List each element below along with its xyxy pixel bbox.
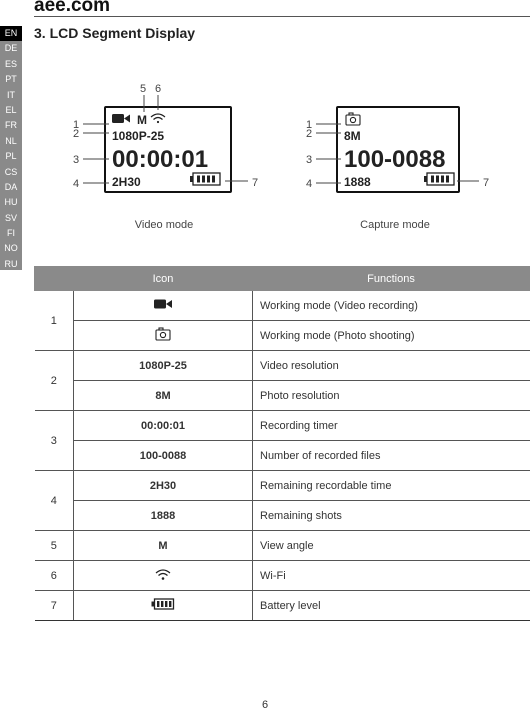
video-callout-1: 1 <box>73 119 80 131</box>
language-tab-da[interactable]: DA <box>4 181 18 192</box>
camera-icon <box>154 327 172 344</box>
language-tab-fi[interactable]: FI <box>7 228 15 239</box>
video-lcd-display <box>73 83 258 231</box>
language-tab-hu[interactable]: HU <box>4 197 18 208</box>
row-number-cell: 5 <box>35 531 74 561</box>
language-tab-no[interactable]: NO <box>4 243 18 254</box>
header-number-cell <box>35 267 74 291</box>
video-camera-icon <box>153 298 173 313</box>
function-cell: Working mode (Video recording) <box>253 291 530 321</box>
video-remaining-text: 2H30 <box>112 175 141 189</box>
table-row <box>35 351 530 381</box>
icon-text-cell: 00:00:01 <box>74 411 253 441</box>
table-row <box>35 291 530 321</box>
row-number-cell: 6 <box>35 561 74 591</box>
icon-text-cell: 1080P-25 <box>74 351 253 381</box>
function-cell: Battery level <box>253 591 530 621</box>
row-number-cell: 3 <box>35 411 74 471</box>
table-row <box>35 441 530 471</box>
icon-text-cell: 100-0088 <box>74 441 253 471</box>
icon-cell <box>74 321 253 351</box>
page-number: 6 <box>261 699 269 711</box>
language-tab-fr[interactable]: FR <box>5 120 17 131</box>
icon-text-cell: 2H30 <box>74 471 253 501</box>
capture-lcd-display <box>306 107 489 231</box>
language-tab-nl[interactable]: NL <box>5 135 17 146</box>
table-row <box>35 531 530 561</box>
language-tab-pl[interactable]: PL <box>5 151 17 162</box>
table-header-row <box>35 267 530 291</box>
capture-mode-caption: Capture mode <box>360 219 430 231</box>
section-title: 3. LCD Segment Display <box>34 25 196 41</box>
video-callout-7: 7 <box>252 177 259 189</box>
icon-cell <box>74 561 253 591</box>
video-callout-2: 2 <box>73 128 80 140</box>
table-row <box>35 321 530 351</box>
table-row <box>35 411 530 441</box>
language-tab-es[interactable]: ES <box>4 58 17 69</box>
table-row <box>35 591 530 621</box>
video-timer-text: 00:00:01 <box>112 146 209 173</box>
function-cell: Working mode (Photo shooting) <box>253 321 530 351</box>
language-tab-cs[interactable]: CS <box>4 166 18 177</box>
table-row <box>35 381 530 411</box>
video-resolution-text: 1080P-25 <box>112 129 165 143</box>
function-cell: Number of recorded files <box>253 441 530 471</box>
row-number-cell: 1 <box>35 291 74 351</box>
table-row <box>35 501 530 531</box>
row-number-cell: 2 <box>35 351 74 411</box>
icon-text-cell: M <box>74 531 253 561</box>
function-cell: Remaining recordable time <box>253 471 530 501</box>
language-tab-sv[interactable]: SV <box>4 212 17 223</box>
icon-function-table <box>34 266 530 621</box>
function-cell: Wi-Fi <box>253 561 530 591</box>
language-tab-en[interactable]: EN <box>0 26 22 41</box>
capture-callout-7: 7 <box>483 177 490 189</box>
icon-cell <box>74 591 253 621</box>
language-tab-el[interactable]: EL <box>5 104 17 115</box>
header-functions-cell: Functions <box>253 267 530 291</box>
capture-counter-text: 100-0088 <box>344 146 446 173</box>
battery-icon <box>151 598 175 613</box>
video-callout-4: 4 <box>73 178 80 190</box>
video-mode-text: M <box>137 113 147 127</box>
capture-remaining-text: 1888 <box>344 175 371 189</box>
capture-callout-4: 4 <box>306 178 313 190</box>
function-cell: Remaining shots <box>253 501 530 531</box>
language-tab-ru[interactable]: RU <box>4 258 18 269</box>
header-icon-cell: Icon <box>74 267 253 291</box>
capture-callout-2: 2 <box>306 128 313 140</box>
language-tab-it[interactable]: IT <box>7 89 15 100</box>
video-callout-3: 3 <box>73 154 80 166</box>
row-number-cell: 4 <box>35 471 74 531</box>
capture-resolution-text: 8M <box>344 129 361 143</box>
language-tab-de[interactable]: DE <box>4 43 18 54</box>
function-cell: Recording timer <box>253 411 530 441</box>
video-mode-caption: Video mode <box>134 219 194 231</box>
function-cell: Photo resolution <box>253 381 530 411</box>
brand-title: aee.com <box>34 0 111 16</box>
icon-cell <box>74 291 253 321</box>
table-row <box>35 471 530 501</box>
video-callout-5: 5 <box>140 83 147 95</box>
wifi-icon <box>155 568 171 584</box>
function-cell: View angle <box>253 531 530 561</box>
function-cell: Video resolution <box>253 351 530 381</box>
icon-text-cell: 1888 <box>74 501 253 531</box>
language-tab-pt[interactable]: PT <box>5 74 17 85</box>
lcd-diagram <box>0 0 530 240</box>
icon-text-cell: 8M <box>74 381 253 411</box>
capture-callout-3: 3 <box>306 154 313 166</box>
table-row <box>35 561 530 591</box>
video-callout-6: 6 <box>155 83 162 95</box>
capture-callout-1: 1 <box>306 119 313 131</box>
row-number-cell: 7 <box>35 591 74 621</box>
